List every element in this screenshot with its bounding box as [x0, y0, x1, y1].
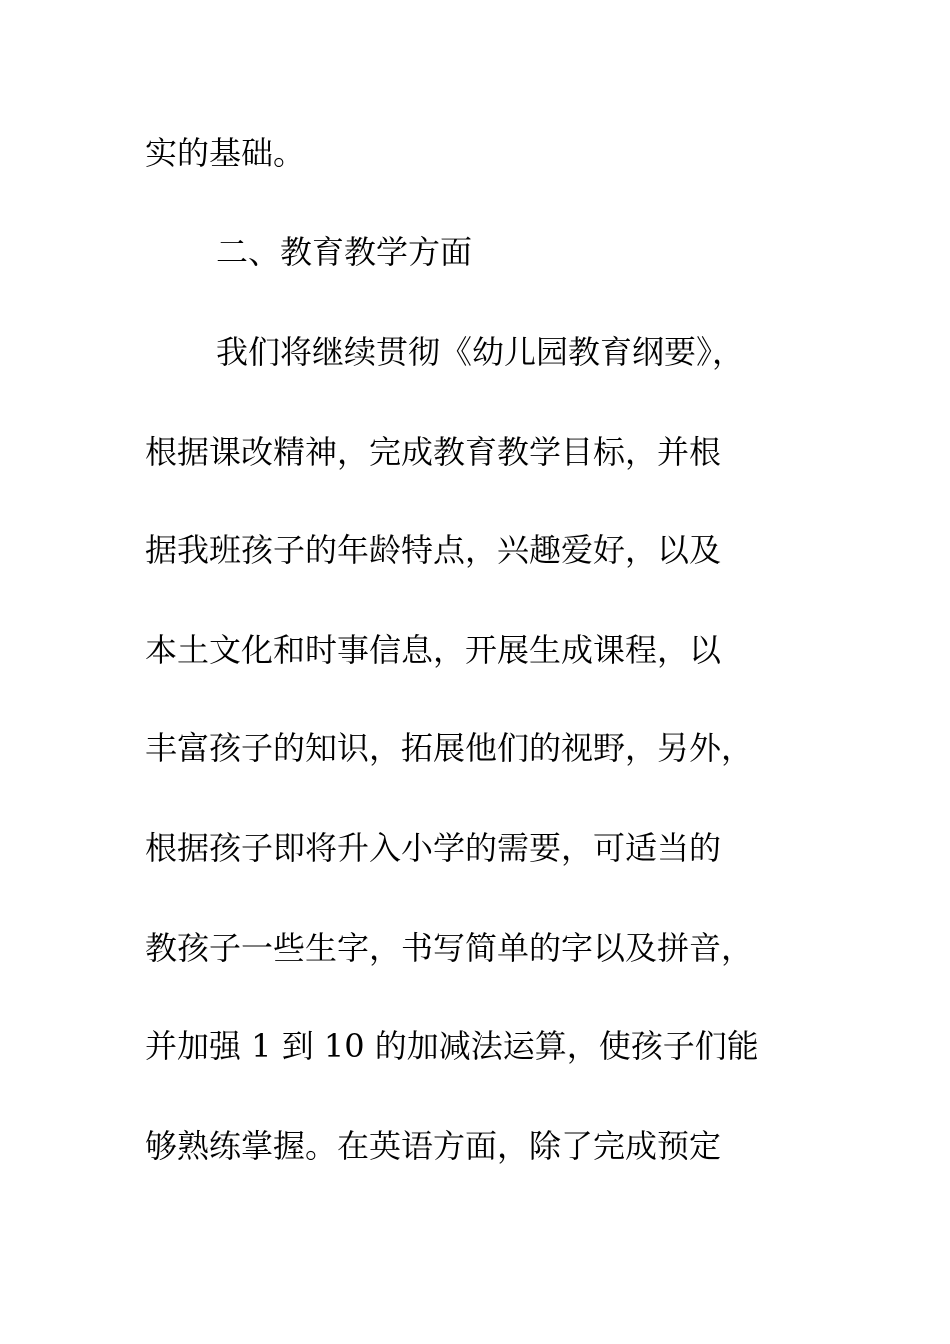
text-line-6: 本土文化和时事信息，开展生成课程，以 — [145, 631, 722, 669]
text-line-10: 并加强 1 到 10 的加减法运算，使孩子们能 — [145, 1027, 759, 1065]
text-line-9: 教孩子一些生字，书写简单的字以及拼音， — [145, 929, 754, 967]
text-line-11: 够熟练掌握。在英语方面，除了完成预定 — [145, 1127, 722, 1165]
text-line-4: 根据课改精神，完成教育教学目标，并根 — [145, 433, 722, 471]
text-line-1: 实的基础。 — [145, 134, 306, 172]
text-line-8: 根据孩子即将升入小学的需要，可适当的 — [145, 829, 722, 867]
section-heading: 二、教育教学方面 — [216, 233, 473, 271]
text-line-7: 丰富孩子的知识，拓展他们的视野，另外， — [145, 729, 754, 767]
text-line-3: 我们将继续贯彻《幼儿园教育纲要》， — [216, 333, 745, 371]
text-line-5: 据我班孩子的年龄特点，兴趣爱好，以及 — [145, 531, 722, 569]
